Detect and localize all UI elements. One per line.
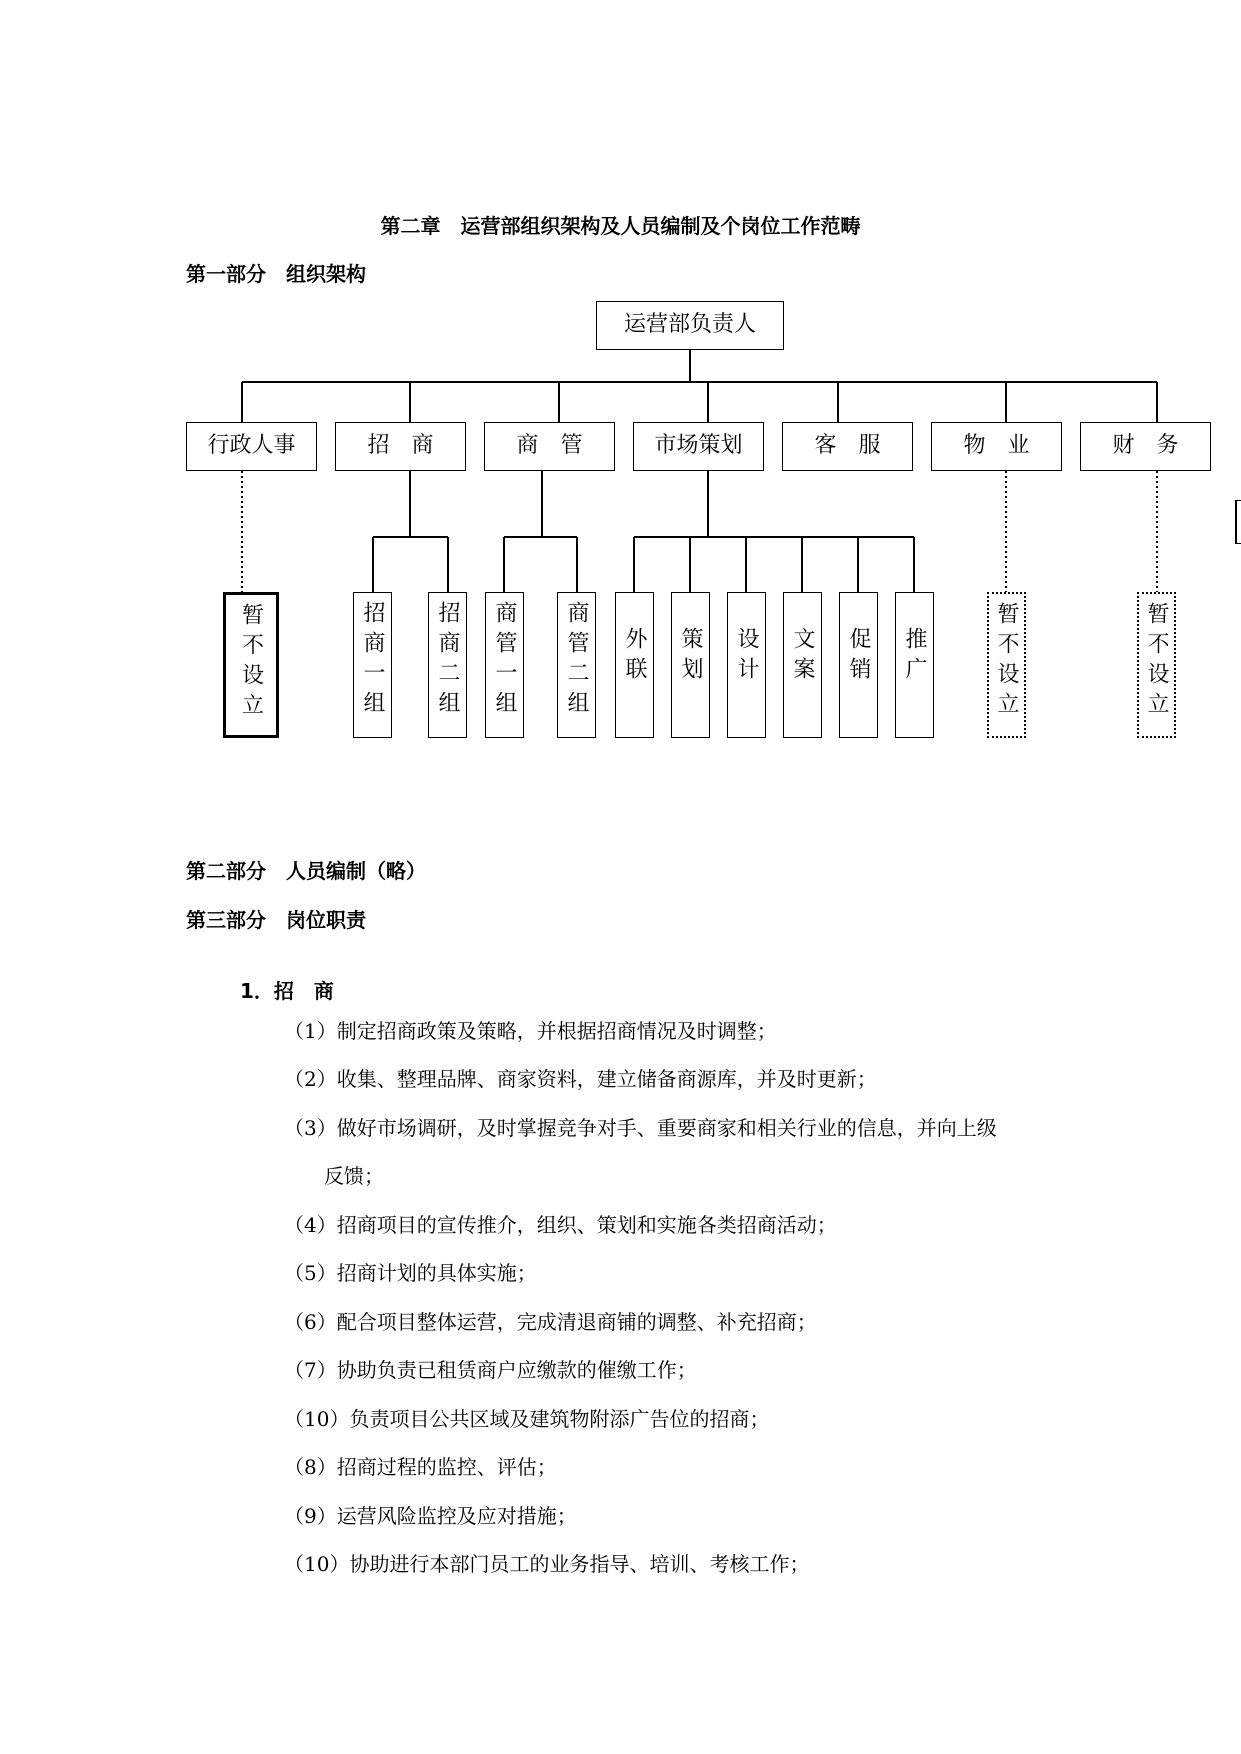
part1-title: 第一部分 组织架构 bbox=[186, 262, 366, 286]
unit-box-copywriting: 文案 bbox=[783, 592, 822, 738]
dept-box-leasing: 招 商 bbox=[335, 422, 466, 471]
duty-item: （6）配合项目整体运营，完成清退商铺的调整、补充招商； bbox=[284, 1310, 817, 1334]
unit-box-management-group-1: 商管一组 bbox=[485, 592, 524, 738]
duty-item-continuation: 反馈； bbox=[284, 1164, 384, 1188]
duty-item: （3）做好市场调研，及时掌握竞争对手、重要商家和相关行业的信息，并向上级 bbox=[284, 1116, 997, 1140]
unit-box-leasing-group-1: 招商一组 bbox=[353, 592, 392, 738]
unit-box-leasing-group-2: 招商二组 bbox=[428, 592, 467, 738]
unit-box-promotion: 促销 bbox=[839, 592, 878, 738]
duty-item: （8）招商过程的监控、评估； bbox=[284, 1455, 557, 1479]
dept-box-property: 物 业 bbox=[931, 422, 1062, 471]
unit-box-publicity: 推广 bbox=[895, 592, 934, 738]
duty-item: （7）协助负责已租赁商户应缴款的催缴工作； bbox=[284, 1358, 697, 1382]
part3-title: 第三部分 岗位职责 bbox=[186, 908, 366, 932]
unit-box-planning: 策划 bbox=[671, 592, 710, 738]
unit-box-design: 设计 bbox=[727, 592, 766, 738]
dept-box-marketing: 市场策划 bbox=[633, 422, 764, 471]
unit-box-admin-not-set: 暂不设立 bbox=[223, 592, 279, 738]
unit-box-finance-not-set: 暂不设立 bbox=[1137, 592, 1176, 738]
duty-item: （2）收集、整理品牌、商家资料，建立储备商源库，并及时更新； bbox=[284, 1067, 877, 1091]
dept-box-finance: 财 务 bbox=[1080, 422, 1211, 471]
page-edge-mark bbox=[1235, 500, 1241, 544]
duty-item: （10）协助进行本部门员工的业务指导、培训、考核工作； bbox=[284, 1552, 810, 1576]
duty-item: （9）运营风险监控及应对措施； bbox=[284, 1504, 577, 1528]
duty-item: （4）招商项目的宣传推介，组织、策划和实施各类招商活动； bbox=[284, 1213, 837, 1237]
duty-item: （1）制定招商政策及策略，并根据招商情况及时调整； bbox=[284, 1019, 777, 1043]
org-root-box: 运营部负责人 bbox=[596, 301, 784, 350]
unit-box-external-relations: 外联 bbox=[615, 592, 654, 738]
section-1-title: 1．招 商 bbox=[240, 979, 334, 1003]
chapter-title: 第二章 运营部组织架构及人员编制及个岗位工作范畴 bbox=[380, 214, 861, 238]
unit-box-property-not-set: 暂不设立 bbox=[987, 592, 1026, 738]
duty-item: （5）招商计划的具体实施； bbox=[284, 1261, 537, 1285]
dept-box-tenant-management: 商 管 bbox=[484, 422, 615, 471]
dept-box-admin-hr: 行政人事 bbox=[186, 422, 317, 471]
unit-box-management-group-2: 商管二组 bbox=[557, 592, 596, 738]
dept-box-customer-service: 客 服 bbox=[782, 422, 913, 471]
duty-item: （10）负责项目公共区域及建筑物附添广告位的招商； bbox=[284, 1407, 770, 1431]
part2-title: 第二部分 人员编制（略） bbox=[186, 859, 426, 883]
